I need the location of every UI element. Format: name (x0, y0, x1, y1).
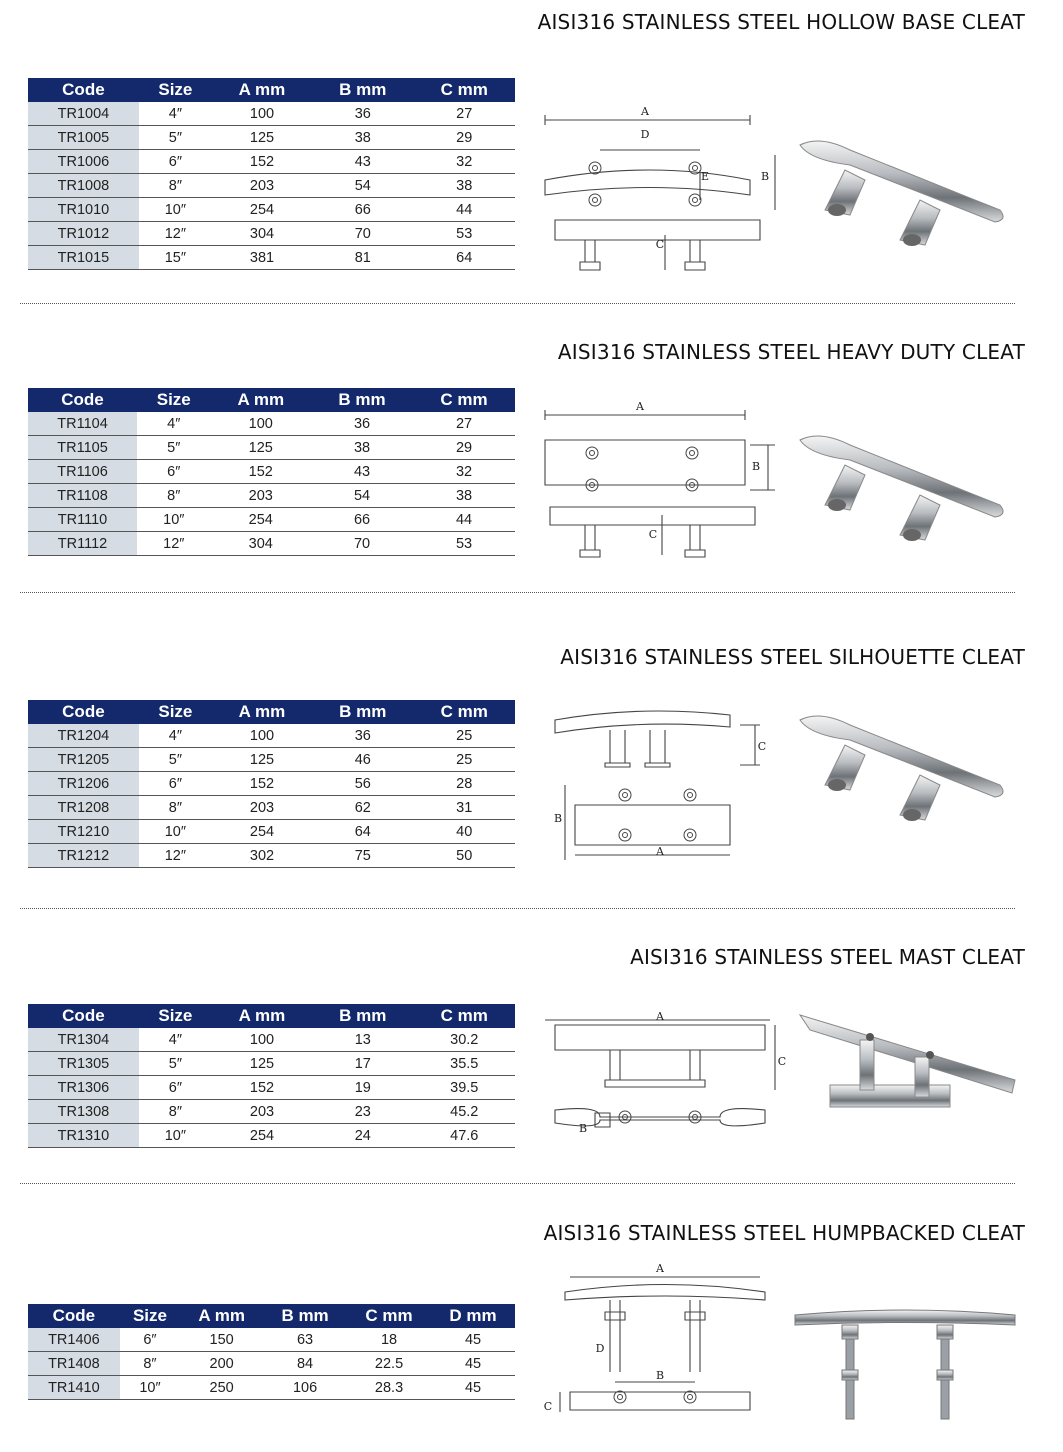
table-cell: 125 (212, 1052, 312, 1076)
table-cell: 10″ (139, 820, 212, 844)
table-cell: 43 (312, 150, 413, 174)
dimension-label: A (636, 400, 644, 413)
table-cell: 10″ (137, 508, 210, 532)
table-cell: 152 (212, 1076, 312, 1100)
column-header: Size (120, 1304, 181, 1328)
table-cell: 5″ (139, 1052, 212, 1076)
table-cell: 203 (212, 1100, 312, 1124)
product-code: TR1306 (28, 1076, 139, 1100)
dimension-label: E (700, 170, 710, 183)
table-cell: 64 (414, 246, 516, 270)
table-row (28, 412, 515, 436)
section-title: AISI316 STAINLESS STEEL HEAVY DUTY CLEAT (557, 340, 1025, 364)
technical-diagram (540, 395, 790, 570)
table-cell: 46 (312, 748, 413, 772)
column-header: A mm (212, 700, 312, 724)
table-cell: 8″ (139, 796, 212, 820)
technical-diagram (540, 1262, 790, 1437)
table-cell: 10″ (120, 1376, 181, 1400)
section-title: AISI316 STAINLESS STEEL SILHOUETTE CLEAT (560, 645, 1025, 669)
table-cell: 17 (312, 1052, 413, 1076)
dimension-label: A (641, 105, 649, 118)
table-cell: 50 (414, 844, 516, 868)
product-code: TR1005 (28, 126, 139, 150)
table-cell: 100 (212, 102, 312, 126)
column-header: Code (28, 1004, 139, 1028)
dimension-label: B (553, 812, 563, 825)
table-row (28, 198, 515, 222)
column-header: Size (139, 700, 212, 724)
product-code: TR1110 (28, 508, 137, 532)
table-cell: 43 (311, 460, 413, 484)
table-header-row (28, 1304, 515, 1328)
table-cell: 62 (312, 796, 413, 820)
table-row (28, 1028, 515, 1052)
product-code: TR1310 (28, 1124, 139, 1148)
product-code: TR1008 (28, 174, 139, 198)
column-header: Code (28, 388, 137, 412)
table-row (28, 1076, 515, 1100)
table-cell: 15″ (139, 246, 212, 270)
table-row (28, 222, 515, 246)
table-cell: 5″ (139, 126, 212, 150)
table-cell: 45 (431, 1352, 515, 1376)
dimension-label: C (543, 1400, 553, 1413)
product-code: TR1208 (28, 796, 139, 820)
table-row (28, 724, 515, 748)
column-header: C mm (347, 1304, 431, 1328)
dimension-label: D (595, 1342, 605, 1355)
table-row (28, 460, 515, 484)
table-cell: 6″ (137, 460, 210, 484)
dimension-label: A (656, 1010, 664, 1023)
product-code: TR1308 (28, 1100, 139, 1124)
table-cell: 29 (414, 126, 516, 150)
table-cell: 45 (431, 1328, 515, 1352)
table-cell: 4″ (139, 102, 212, 126)
table-row (28, 484, 515, 508)
table-cell: 45.2 (414, 1100, 516, 1124)
column-header: C mm (413, 388, 515, 412)
table-cell: 6″ (139, 772, 212, 796)
product-code: TR1212 (28, 844, 139, 868)
table-cell: 304 (210, 532, 311, 556)
product-code: TR1408 (28, 1352, 120, 1376)
table-row (28, 748, 515, 772)
dimension-label: D (640, 128, 650, 141)
table-cell: 203 (212, 174, 312, 198)
spec-table (28, 78, 515, 270)
product-code: TR1205 (28, 748, 139, 772)
dimension-label: C (757, 740, 767, 753)
table-cell: 53 (414, 222, 516, 246)
product-code: TR1108 (28, 484, 137, 508)
table-cell: 100 (210, 412, 311, 436)
table-cell: 4″ (137, 412, 210, 436)
dimension-label: A (656, 1262, 664, 1275)
table-cell: 106 (263, 1376, 347, 1400)
table-cell: 254 (212, 1124, 312, 1148)
table-cell: 302 (212, 844, 312, 868)
product-code: TR1406 (28, 1328, 120, 1352)
table-cell: 28.3 (347, 1376, 431, 1400)
section-title: AISI316 STAINLESS STEEL HOLLOW BASE CLEAT (537, 10, 1025, 34)
table-row (28, 102, 515, 126)
spec-table (28, 1304, 515, 1400)
table-cell: 6″ (120, 1328, 181, 1352)
table-cell: 27 (413, 412, 515, 436)
table-cell: 8″ (137, 484, 210, 508)
table-cell: 152 (210, 460, 311, 484)
spec-table (28, 388, 515, 556)
column-header: B mm (312, 1004, 413, 1028)
column-header: C mm (414, 1004, 516, 1028)
table-cell: 45 (431, 1376, 515, 1400)
table-cell: 10″ (139, 1124, 212, 1148)
table-cell: 64 (312, 820, 413, 844)
table-cell: 125 (212, 126, 312, 150)
column-header: C mm (414, 700, 516, 724)
column-header: B mm (311, 388, 413, 412)
table-cell: 47.6 (414, 1124, 516, 1148)
dimension-label: C (777, 1055, 787, 1068)
table-cell: 56 (312, 772, 413, 796)
table-cell: 18 (347, 1328, 431, 1352)
product-code: TR1106 (28, 460, 137, 484)
table-cell: 8″ (139, 1100, 212, 1124)
product-code: TR1010 (28, 198, 139, 222)
table-cell: 25 (414, 724, 516, 748)
column-header: B mm (312, 78, 413, 102)
table-cell: 81 (312, 246, 413, 270)
table-cell: 38 (414, 174, 516, 198)
table-cell: 23 (312, 1100, 413, 1124)
table-row (28, 1328, 515, 1352)
table-row (28, 1352, 515, 1376)
section-divider (20, 1183, 1015, 1184)
table-row (28, 246, 515, 270)
column-header: Code (28, 700, 139, 724)
column-header: D mm (431, 1304, 515, 1328)
table-cell: 254 (210, 508, 311, 532)
table-cell: 203 (210, 484, 311, 508)
cleat-photo (790, 425, 1025, 555)
product-code: TR1006 (28, 150, 139, 174)
table-header-row (28, 700, 515, 724)
section-title: AISI316 STAINLESS STEEL MAST CLEAT (630, 945, 1025, 969)
table-cell: 4″ (139, 1028, 212, 1052)
product-code: TR1305 (28, 1052, 139, 1076)
column-header: A mm (212, 1004, 312, 1028)
technical-diagram (540, 1005, 790, 1180)
table-cell: 150 (180, 1328, 263, 1352)
column-header: Size (137, 388, 210, 412)
table-cell: 24 (312, 1124, 413, 1148)
table-row (28, 150, 515, 174)
table-cell: 70 (311, 532, 413, 556)
table-cell: 152 (212, 150, 312, 174)
table-cell: 36 (312, 724, 413, 748)
column-header: Code (28, 1304, 120, 1328)
table-row (28, 436, 515, 460)
table-cell: 32 (413, 460, 515, 484)
product-code: TR1304 (28, 1028, 139, 1052)
table-header-row (28, 388, 515, 412)
table-cell: 75 (312, 844, 413, 868)
table-cell: 10″ (139, 198, 212, 222)
column-header: A mm (212, 78, 312, 102)
table-cell: 125 (212, 748, 312, 772)
table-cell: 66 (312, 198, 413, 222)
product-code: TR1204 (28, 724, 139, 748)
table-cell: 250 (180, 1376, 263, 1400)
table-cell: 63 (263, 1328, 347, 1352)
table-cell: 12″ (139, 844, 212, 868)
table-cell: 40 (414, 820, 516, 844)
table-row (28, 796, 515, 820)
table-cell: 39.5 (414, 1076, 516, 1100)
table-cell: 54 (311, 484, 413, 508)
table-cell: 44 (414, 198, 516, 222)
product-code: TR1015 (28, 246, 139, 270)
table-cell: 38 (413, 484, 515, 508)
column-header: C mm (414, 78, 516, 102)
table-cell: 38 (311, 436, 413, 460)
dimension-label: A (656, 845, 664, 858)
table-cell: 200 (180, 1352, 263, 1376)
table-header-row (28, 78, 515, 102)
table-cell: 125 (210, 436, 311, 460)
dimension-label: B (655, 1369, 665, 1382)
table-cell: 32 (414, 150, 516, 174)
table-row (28, 1052, 515, 1076)
table-cell: 22.5 (347, 1352, 431, 1376)
table-cell: 66 (311, 508, 413, 532)
table-cell: 381 (212, 246, 312, 270)
table-cell: 53 (413, 532, 515, 556)
table-row (28, 532, 515, 556)
product-code: TR1004 (28, 102, 139, 126)
table-cell: 54 (312, 174, 413, 198)
table-header-row (28, 1004, 515, 1028)
table-cell: 36 (311, 412, 413, 436)
table-cell: 84 (263, 1352, 347, 1376)
section-divider (20, 303, 1015, 304)
table-cell: 12″ (137, 532, 210, 556)
table-row (28, 174, 515, 198)
table-cell: 8″ (120, 1352, 181, 1376)
table-cell: 29 (413, 436, 515, 460)
table-cell: 5″ (139, 748, 212, 772)
table-cell: 12″ (139, 222, 212, 246)
table-cell: 5″ (137, 436, 210, 460)
table-cell: 19 (312, 1076, 413, 1100)
table-cell: 31 (414, 796, 516, 820)
table-row (28, 126, 515, 150)
product-code: TR1206 (28, 772, 139, 796)
table-row (28, 1376, 515, 1400)
product-code: TR1104 (28, 412, 137, 436)
product-code: TR1410 (28, 1376, 120, 1400)
table-row (28, 844, 515, 868)
dimension-label: C (655, 238, 665, 251)
table-cell: 27 (414, 102, 516, 126)
table-row (28, 1100, 515, 1124)
column-header: Size (139, 1004, 212, 1028)
table-cell: 6″ (139, 150, 212, 174)
table-cell: 28 (414, 772, 516, 796)
product-code: TR1210 (28, 820, 139, 844)
column-header: A mm (210, 388, 311, 412)
spec-table (28, 700, 515, 868)
dimension-label: C (648, 528, 658, 541)
table-cell: 203 (212, 796, 312, 820)
table-cell: 100 (212, 1028, 312, 1052)
table-cell: 152 (212, 772, 312, 796)
cleat-photo (790, 1300, 1025, 1430)
product-code: TR1112 (28, 532, 137, 556)
table-cell: 25 (414, 748, 516, 772)
table-cell: 254 (212, 820, 312, 844)
technical-diagram (540, 705, 790, 880)
table-cell: 4″ (139, 724, 212, 748)
column-header: A mm (180, 1304, 263, 1328)
product-code: TR1012 (28, 222, 139, 246)
cleat-photo (790, 1005, 1025, 1135)
column-header: Size (139, 78, 212, 102)
table-cell: 100 (212, 724, 312, 748)
table-row (28, 508, 515, 532)
table-cell: 254 (212, 198, 312, 222)
table-row (28, 1124, 515, 1148)
table-cell: 36 (312, 102, 413, 126)
spec-table (28, 1004, 515, 1148)
table-cell: 304 (212, 222, 312, 246)
column-header: B mm (263, 1304, 347, 1328)
column-header: Code (28, 78, 139, 102)
cleat-photo (790, 130, 1025, 260)
product-code: TR1105 (28, 436, 137, 460)
table-cell: 70 (312, 222, 413, 246)
column-header: B mm (312, 700, 413, 724)
section-title: AISI316 STAINLESS STEEL HUMPBACKED CLEAT (543, 1221, 1025, 1245)
section-divider (20, 592, 1015, 593)
cleat-photo (790, 705, 1025, 835)
technical-diagram (540, 100, 790, 275)
table-cell: 8″ (139, 174, 212, 198)
dimension-label: B (760, 170, 770, 183)
table-cell: 44 (413, 508, 515, 532)
dimension-label: B (751, 460, 761, 473)
table-row (28, 820, 515, 844)
table-row (28, 772, 515, 796)
section-divider (20, 908, 1015, 909)
table-cell: 35.5 (414, 1052, 516, 1076)
table-cell: 38 (312, 126, 413, 150)
dimension-label: B (578, 1122, 588, 1135)
table-cell: 13 (312, 1028, 413, 1052)
table-cell: 6″ (139, 1076, 212, 1100)
table-cell: 30.2 (414, 1028, 516, 1052)
